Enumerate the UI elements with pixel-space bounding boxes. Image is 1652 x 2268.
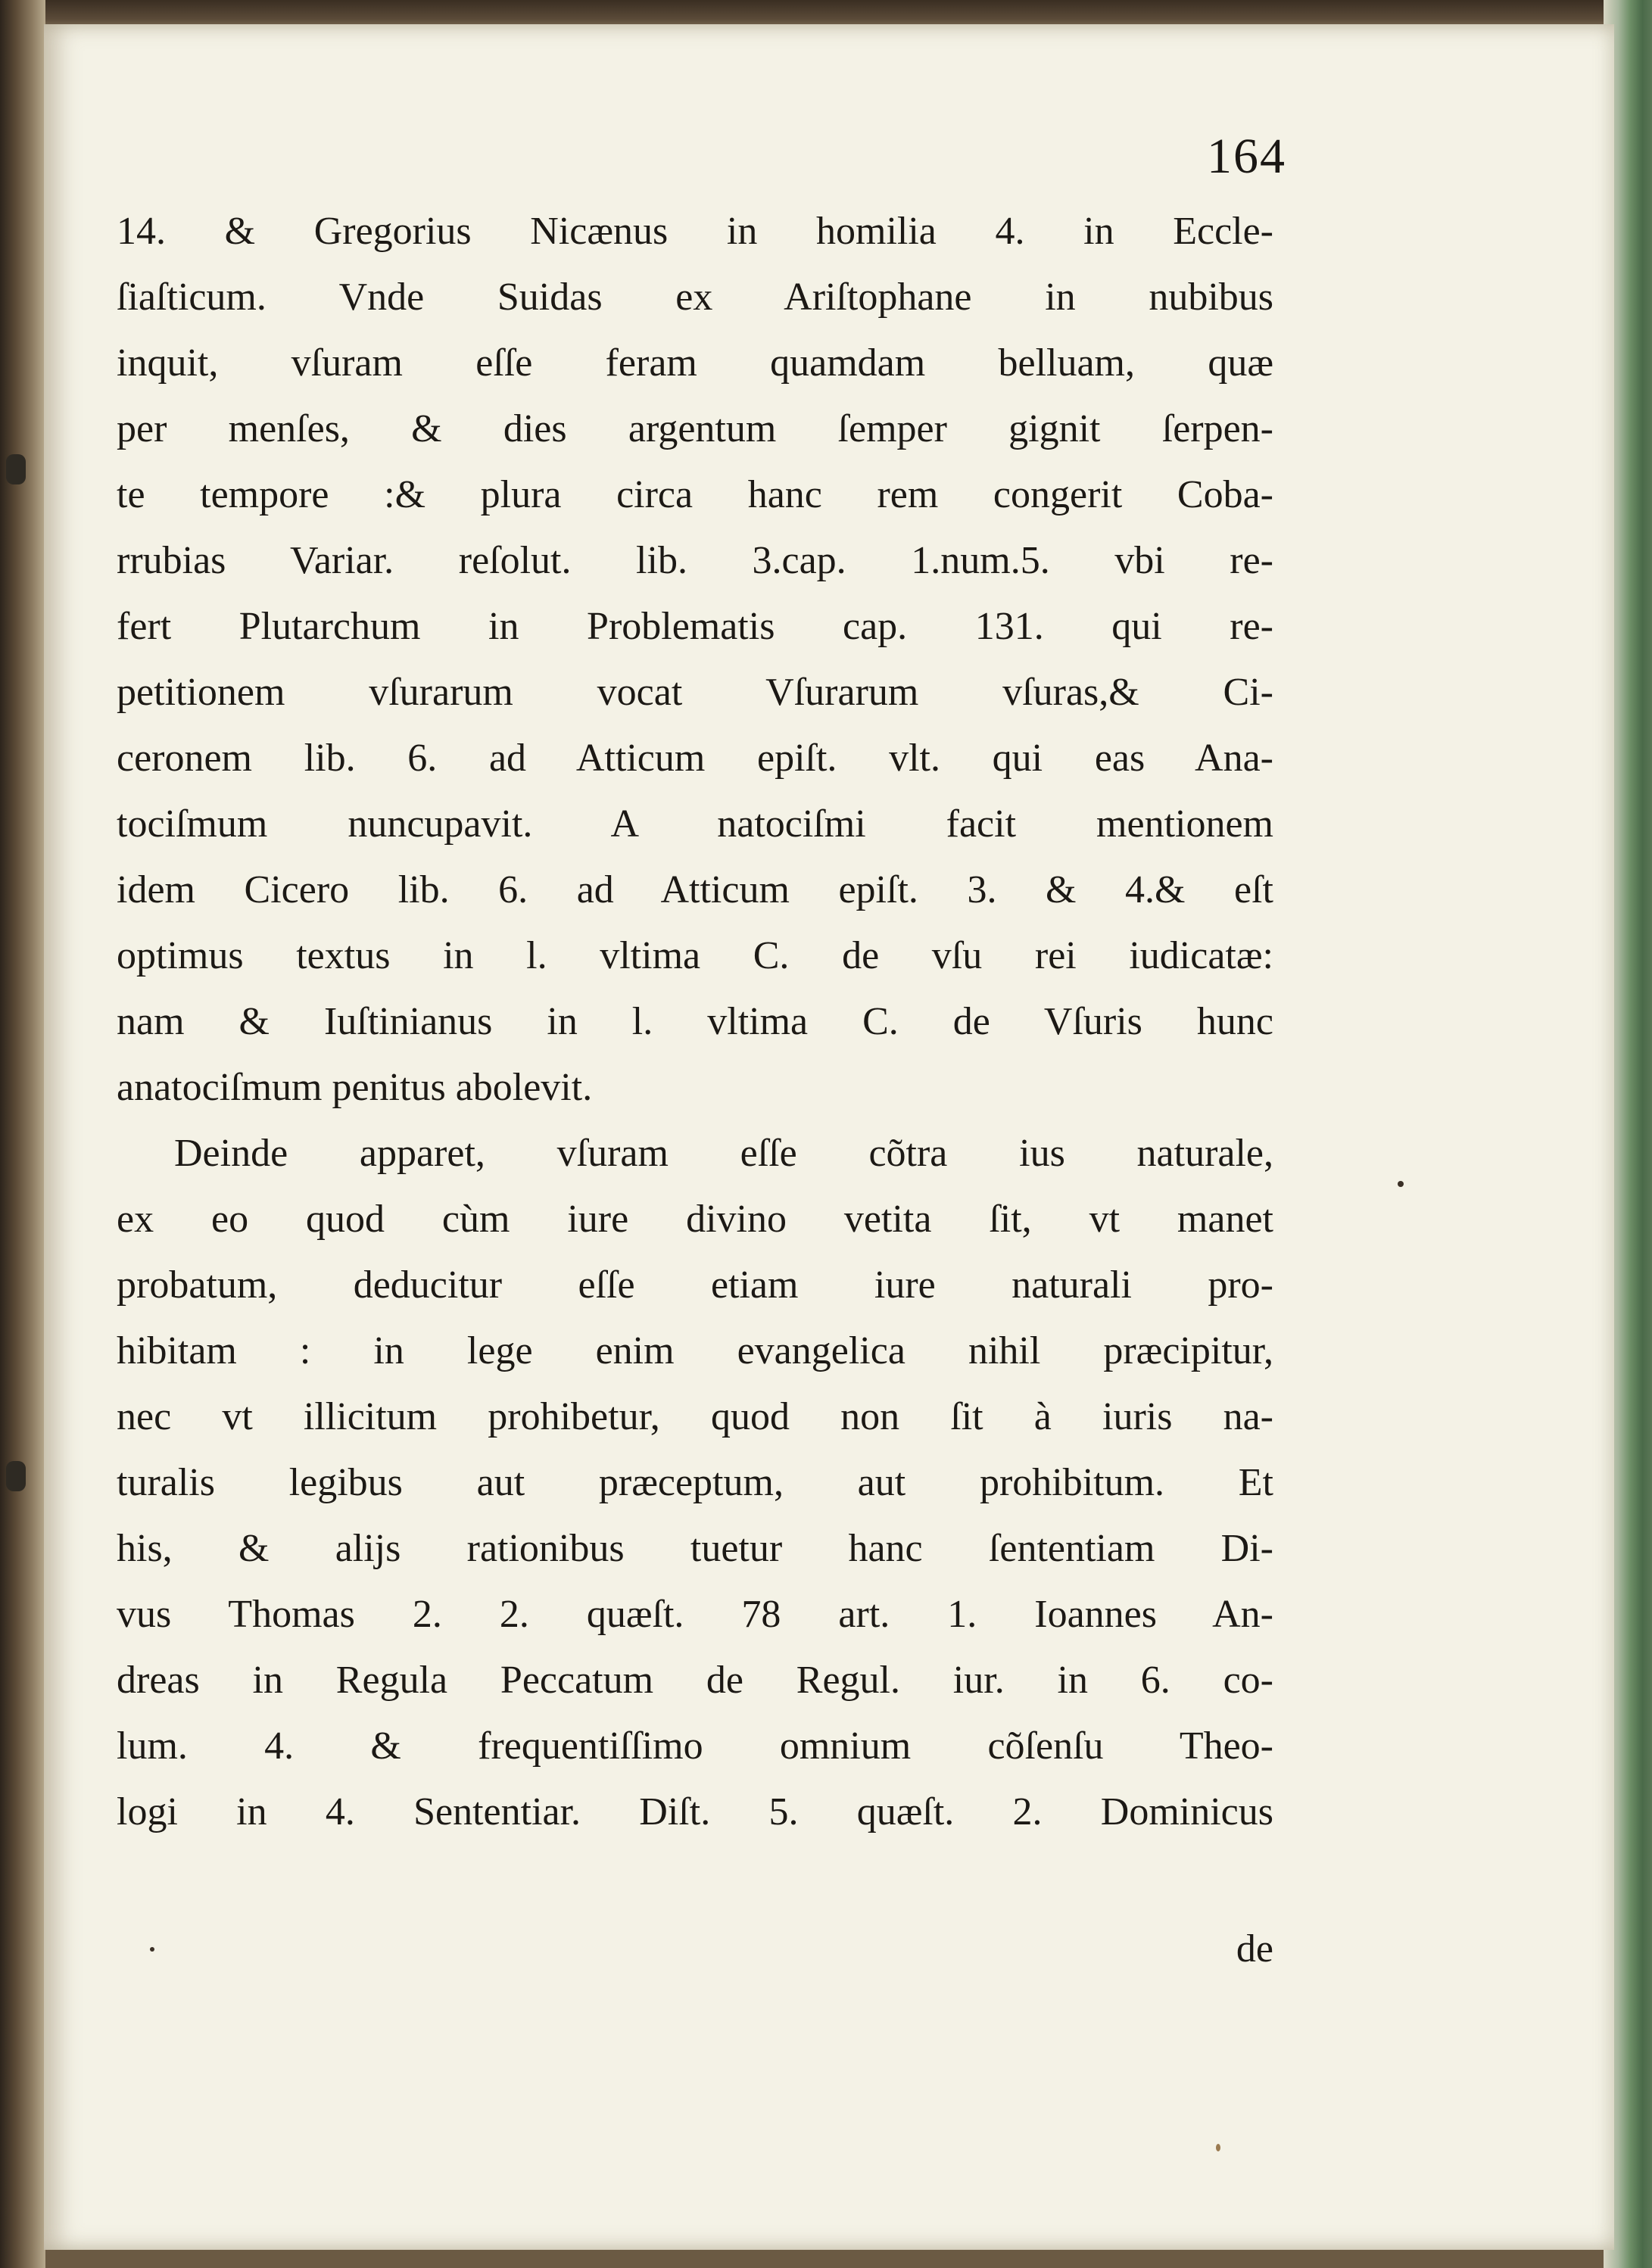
text-line: ceronem lib. 6. ad Atticum epiſt. vlt. qui eas Ana- [117, 737, 1273, 780]
book-spine [0, 0, 45, 2268]
text-line: turalis legibus aut præceptum, aut prohibitum. Et [117, 1461, 1273, 1504]
catchword: de [1236, 1927, 1273, 1970]
main-text [117, 198, 1273, 1845]
text-line: optimus textus in l. vltima C. de vſu rei iudicatæ: [117, 934, 1273, 977]
text-line: inquit, vſuram eſſe feram quamdam belluam, quæ [117, 341, 1273, 385]
ink-speck [1398, 1181, 1404, 1187]
text-line: idem Cicero lib. 6. ad Atticum epiſt. 3. & 4.& eſt [117, 868, 1273, 911]
text-line: hibitam : in lege enim evangelica nihil præcipitur, [117, 1329, 1273, 1372]
text-line: ex eo quod cùm iure divino vetita ſit, vt manet [117, 1198, 1273, 1241]
text-line: te tempore :& plura circa hanc rem congerit Coba- [117, 473, 1273, 516]
text-line: fert Plutarchum in Problematis cap. 131. qui re- [117, 605, 1273, 648]
text-line: nec vt illicitum prohibetur, quod non ſit à iuris na- [117, 1395, 1273, 1438]
ink-speck [150, 1947, 154, 1952]
text-line: petitionem vſurarum vocat Vſurarum vſuras,& Ci- [117, 671, 1273, 714]
text-line: logi in 4. Sententiar. Diſt. 5. quæſt. 2. Dominicus [117, 1790, 1273, 1833]
text-line: per menſes, & dies argentum ſemper gignit ſerpen- [117, 407, 1273, 450]
text-line: anatociſmum penitus abolevit. [117, 1066, 593, 1109]
text-line: rrubias Variar. reſolut. lib. 3.cap. 1.num.5. vbi re- [117, 539, 1273, 582]
text-line: probatum, deducitur eſſe etiam iure naturali pro- [117, 1263, 1273, 1307]
binding-cord [6, 1461, 26, 1491]
text-line: tociſmum nuncupavit. A natociſmi facit mentionem [117, 802, 1273, 846]
text-line: ſiaſticum. Vnde Suidas ex Ariſtophane in nubibus [117, 276, 1273, 319]
text-line: vus Thomas 2. 2. quæſt. 78 art. 1. Ioannes An- [117, 1593, 1273, 1636]
book-page [44, 24, 1614, 2250]
text-line: dreas in Regula Peccatum de Regul. iur. in 6. co- [117, 1659, 1273, 1702]
paper-speck [1216, 2144, 1220, 2151]
text-line: 14. & Gregorius Nicænus in homilia 4. in Eccle- [117, 210, 1273, 253]
page-number: 164 [1207, 129, 1286, 184]
binding-cord [6, 454, 26, 484]
text-line: his, & alijs rationibus tuetur hanc ſententiam Di- [117, 1527, 1273, 1570]
paragraph-first-line: Deinde apparet, vſuram eſſe cõtra ius naturale, [174, 1132, 1273, 1175]
text-line: nam & Iuſtinianus in l. vltima C. de Vſuris hunc [117, 1000, 1273, 1043]
text-line: lum. 4. & frequentiſſimo omnium cõſenſu Theo- [117, 1724, 1273, 1768]
